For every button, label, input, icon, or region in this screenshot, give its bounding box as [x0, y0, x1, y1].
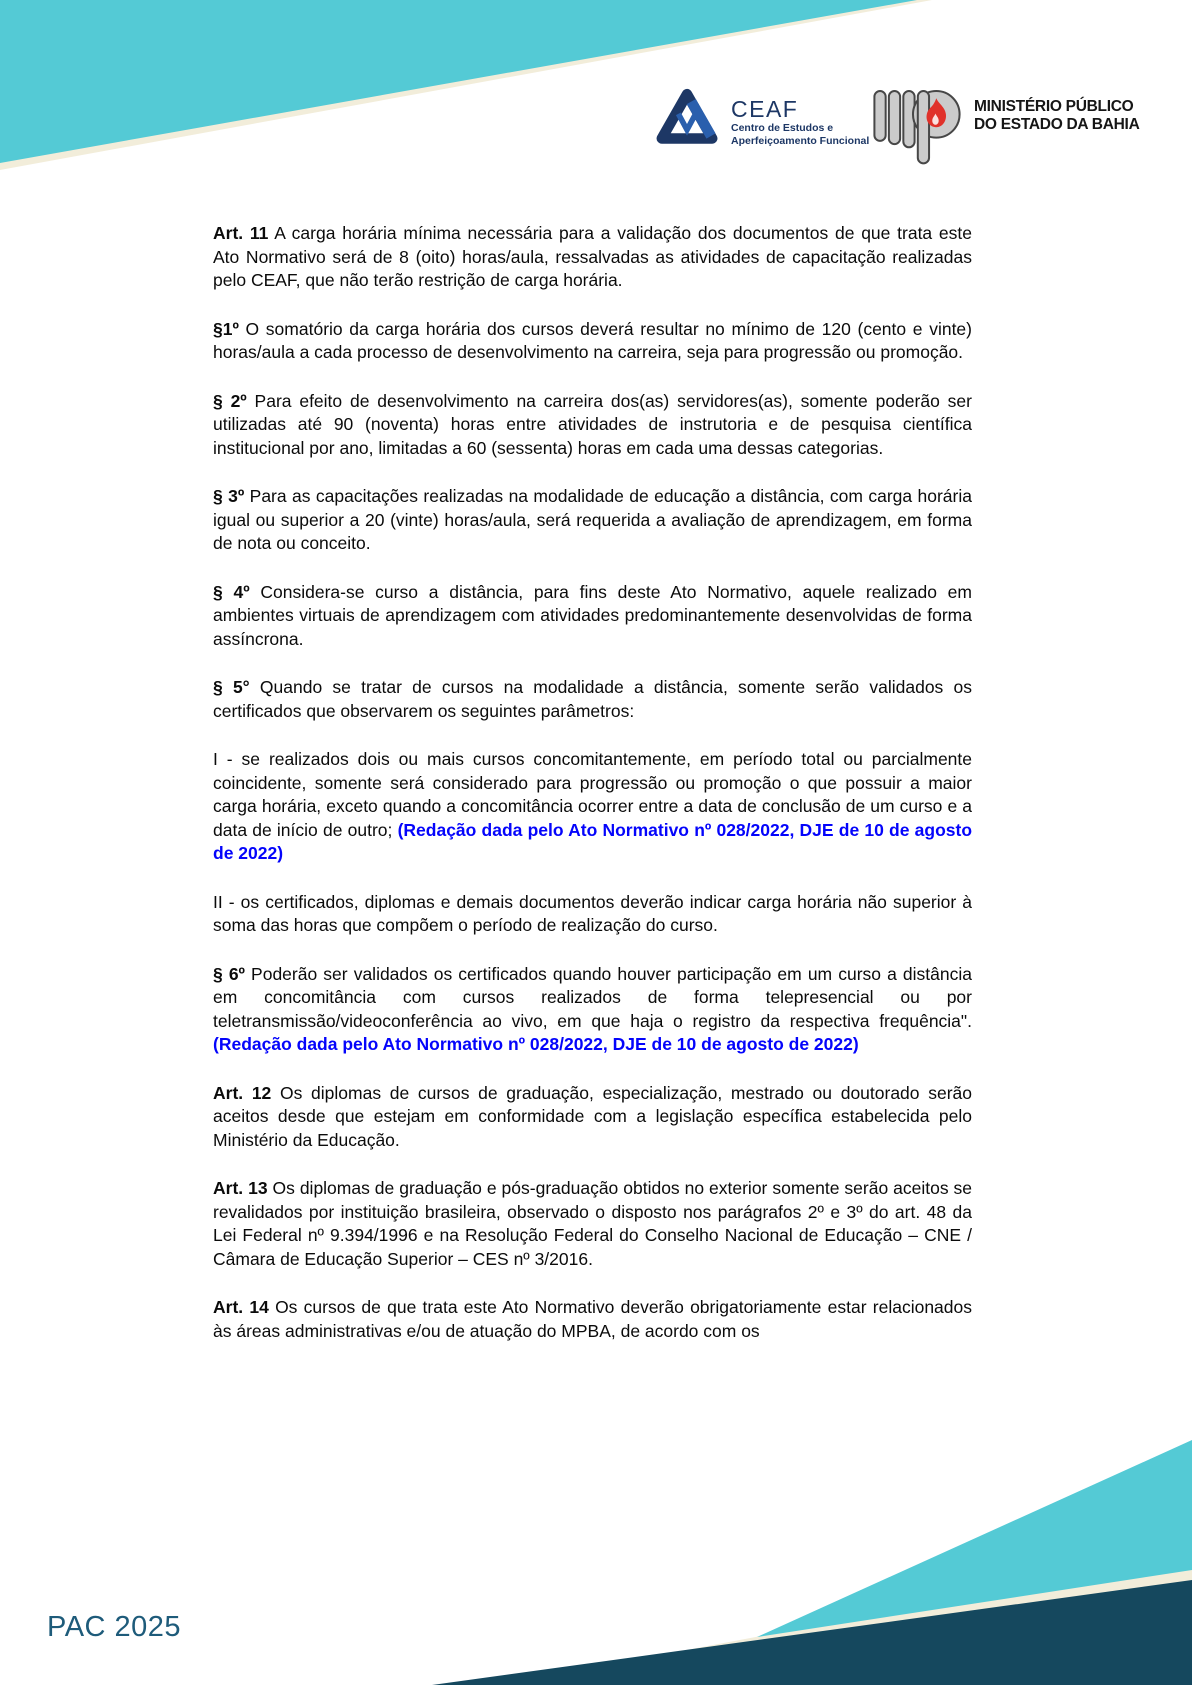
paragraph-text: Considera-se curso a distância, para fins deste Ato Normativo, aquele realizado em ambientes virtuais de aprendizagem com atividades predominantemente desenvolvidas de forma assíncrona. — [213, 581, 972, 649]
paragraph — [213, 390, 972, 461]
paragraph-text: §1º — [213, 318, 239, 339]
paragraph — [213, 485, 972, 556]
paragraph-text: § 5° — [213, 677, 250, 697]
mp-name-line1: MINISTÉRIO PÚBLICO — [974, 98, 1134, 115]
paragraph-text: II - os certificados, diplomas e demais documentos deverão indicar carga horária não superior à soma das horas que compõem o período de realização do curso. — [213, 891, 972, 935]
ceaf-subtitle-line1: Centro de Estudos e — [731, 122, 834, 134]
paragraph — [213, 1177, 972, 1271]
paragraph — [213, 963, 972, 1057]
paragraph — [213, 1082, 972, 1153]
paragraph-text: Art. 12 — [213, 1082, 272, 1103]
paragraph-text: Os diplomas de graduação e pós-graduação obtidos no exterior somente serão aceitos se revalidados por instituição brasileira, observado o disposto nos parágrafos 2º e 3º do art. 48 da Lei Federal nº 9.394/1996 e na Resolução Federal do Conselho Nacional de Educação – CNE / Câmara de Educação Superior – CES nº 3/2016. — [213, 1178, 972, 1269]
ceaf-subtitle-line2: Aperfeiçoamento Funcional — [731, 135, 870, 147]
paragraph-text: Poderão ser validados os certificados quando houver participação em um curso a distância em concomitância com cursos realizados de forma telepresencial ou por teletransmissão/videoconferência ao vivo, em que haja o registro da respectiva frequência". — [213, 963, 972, 1031]
paragraph — [213, 222, 972, 293]
footer-program-label: PAC 2025 — [47, 1611, 182, 1643]
paragraph — [213, 891, 972, 938]
paragraph-text: § 3º — [213, 486, 245, 506]
amendment-reference: (Redação dada pelo Ato Normativo nº 028/2022, DJE de 10 de agosto de 2022) — [213, 819, 973, 863]
paragraph-text: Os cursos de que trata este Ato Normativo deverão obrigatoriamente estar relacionados às áreas administrativas e/ou de atuação do MPBA, de acordo com os — [213, 1297, 972, 1341]
paragraph-text: § 6º — [213, 963, 245, 984]
paragraph — [213, 1296, 972, 1343]
paragraph-text: § 4º — [213, 581, 250, 602]
ceaf-logo-icon — [656, 88, 718, 152]
paragraph-text: § 2º — [213, 390, 247, 411]
paragraph-text: Art. 14 — [213, 1297, 269, 1317]
ceaf-acronym: CEAF — [731, 96, 799, 122]
paragraph-text: I - se realizados dois ou mais cursos concomitantemente, em período total ou parcialmente coincidente, somente será considerado para progressão ou promoção o que possuir a maior carga horária, exceto quando a concomitância ocorrer entre a data de conclusão de um curso e a data de início de outro; — [213, 749, 972, 840]
paragraph-text: A carga horária mínima necessária para a validação dos documentos de que trata este Ato Normativo será de 8 (oito) horas/aula, ressalvadas as atividades de capacitação realizadas pelo CEAF, que não terão restrição de carga horária. — [213, 223, 972, 290]
paragraph-text: Os diplomas de cursos de graduação, especialização, mestrado ou doutorado serão aceitos desde que estejam em conformidade com a legislação específica estabelecida pelo Ministério da Educação. — [213, 1082, 972, 1150]
paragraph-text: Quando se tratar de cursos na modalidade a distância, somente serão validados os certificados que observarem os seguintes parâmetros: — [213, 677, 973, 721]
paragraph-text: Para efeito de desenvolvimento na carreira dos(as) servidores(as), somente poderão ser utilizadas até 90 (noventa) horas entre atividades de instrutoria e de pesquisa científica institucional por ano, limitadas a 60 (sessenta) horas em cada uma dessas categorias. — [213, 390, 972, 458]
paragraph — [213, 581, 972, 652]
paragraph — [213, 748, 972, 866]
mp-name-line2: DO ESTADO DA BAHIA — [974, 116, 1140, 133]
paragraph — [213, 318, 972, 365]
paragraph — [213, 676, 972, 723]
mp-logo — [872, 86, 1145, 170]
paragraph-text: Para as capacitações realizadas na modalidade de educação a distância, com carga horária igual ou superior a 20 (vinte) horas/aula, será requerida a avaliação de aprendizagem, em forma de nota ou conceito. — [213, 486, 972, 553]
amendment-reference: (Redação dada pelo Ato Normativo nº 028/2022, DJE de 10 de agosto de 2022) — [213, 1034, 859, 1054]
ceaf-logo — [656, 88, 869, 152]
paragraph-text: Art. 11 — [213, 223, 269, 243]
paragraph-text: O somatório da carga horária dos cursos deverá resultar no mínimo de 120 (cento e vinte) horas/aula a cada processo de desenvolvimento na carreira, seja para progressão ou promoção. — [213, 318, 972, 362]
document-body — [213, 222, 972, 1343]
mp-logo-icon — [872, 86, 962, 170]
paragraph-text: Art. 13 — [213, 1178, 268, 1198]
